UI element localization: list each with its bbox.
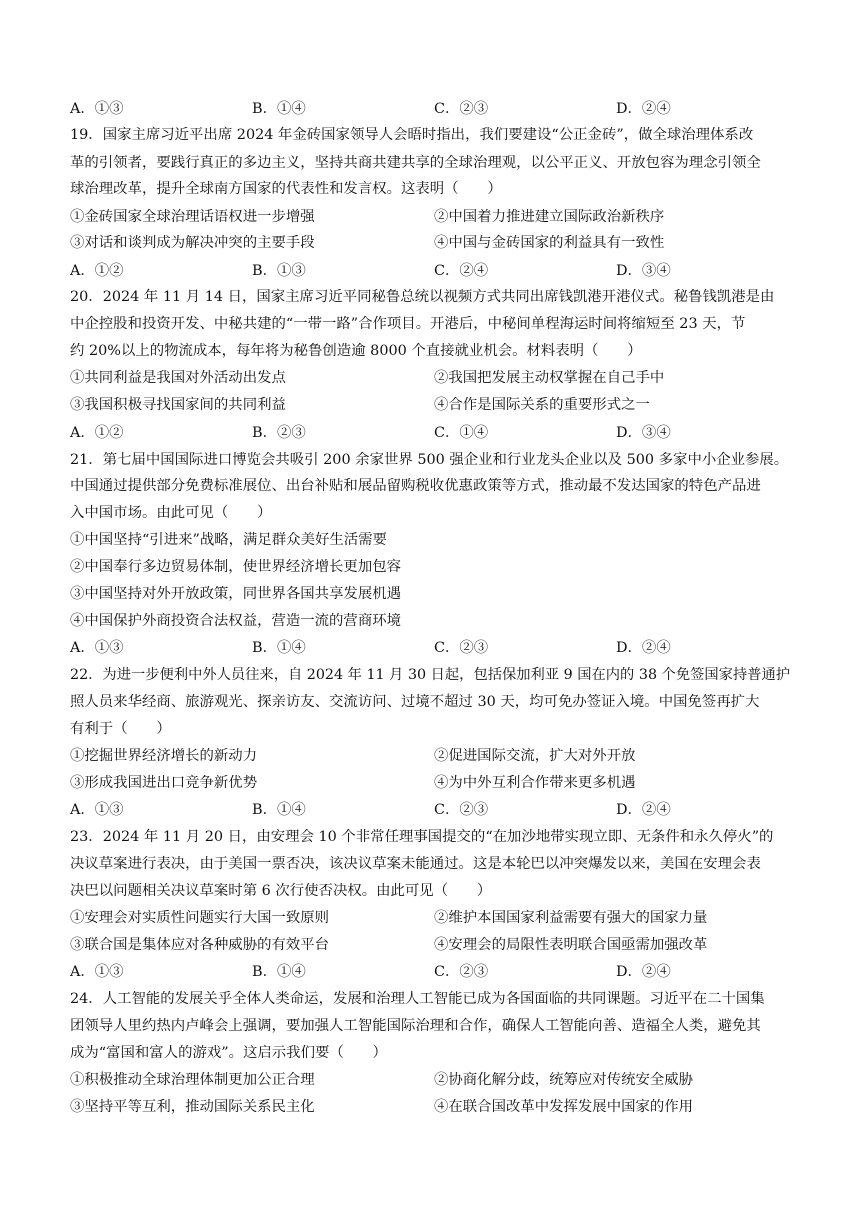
question-19-option-1: ①金砖国家全球治理话语权进一步增强 [70,209,315,225]
question-21-option-3: ③中国坚持对外开放政策，同世界各国共享发展机遇 [70,586,401,602]
question-22-option-1: ①挖掘世界经济增长的新动力 [70,748,258,764]
question-19-answer-b: B．①③ [252,263,306,279]
question-22-answer-b: B．①④ [252,802,306,818]
question-22-answer-a: A．①③ [70,802,124,818]
question-21-line-1: 21．第七届中国国际进口博览会共吸引 200 余家世界 500 强企业和行业龙头企业以及 500 多家中小企业参展。 [70,452,789,468]
question-23-option-4: ④安理会的局限性表明联合国亟需加强改革 [434,937,708,953]
question-20-answer-b: B．②③ [252,425,306,441]
answer-c: C．②③ [434,101,489,117]
question-20-line-1: 20．2024 年 11 月 14 日，国家主席习近平同秘鲁总统以视频方式共同出席钱凯港开港仪式。秘鲁钱凯港是由 [70,289,775,305]
question-21-answer-a: A．①③ [70,640,124,656]
question-23-answer-c: C．②③ [434,964,489,980]
answer-b: B．①④ [252,101,306,117]
question-20-answer-c: C．①④ [434,425,489,441]
question-20-answer-d: D．③④ [616,425,671,441]
question-23-line-2: 决议草案进行表决，由于美国一票否决，该决议草案未能通过。这是本轮巴以冲突爆发以来，美国在安理会表 [70,856,761,872]
question-23-option-3: ③联合国是集体应对各种威胁的有效平台 [70,937,330,953]
question-23-answer-b: B．①④ [252,964,306,980]
question-22-line-2: 照人员来华经商、旅游观光、探亲访友、交流访问、过境不超过 30 天，均可免办签证入境。中国免签再扩大 [70,694,760,710]
question-19-option-2: ②中国着力推进建立国际政治新秩序 [434,209,665,225]
question-19-option-4: ④中国与金砖国家的利益具有一致性 [434,235,665,251]
question-19-line-1: 19．国家主席习近平出席 2024 年金砖国家领导人会晤时指出，我们要建设“公正金砖”，做全球治理体系改 [70,127,754,143]
question-20-option-2: ②我国把发展主动权掌握在自己手中 [434,370,665,386]
question-20-option-1: ①共同利益是我国对外活动出发点 [70,370,286,386]
question-21-option-2: ②中国奉行多边贸易体制，使世界经济增长更加包容 [70,559,401,575]
question-20-option-3: ③我国积极寻找国家间的共同利益 [70,397,286,413]
question-20-line-2: 中企控股和投资开发、中秘共建的“一带一路”合作项目。开港后，中秘间单程海运时间将缩短至 23 天，节 [70,316,746,332]
question-21-line-3: 入中国市场。由此可见（ ） [70,505,272,521]
question-19-line-2: 革的引领者，要践行真正的多边主义，坚持共商共建共享的全球治理观，以公平正义、开放包容为理念引领全 [70,155,761,171]
question-24-line-2: 团领导人里约热内卢峰会上强调，要加强人工智能国际治理和合作，确保人工智能向善、造福全人类，避免其 [70,1018,761,1034]
question-23-line-3: 决巴以问题相关决议草案时第 6 次行使否决权。由此可见（ ） [70,883,492,899]
question-22-option-2: ②促进国际交流，扩大对外开放 [434,748,636,764]
question-19-answer-a: A．①② [70,263,124,279]
question-22-answer-c: C．②③ [434,802,489,818]
question-20-line-3: 约 20%以上的物流成本，每年将为秘鲁创造逾 8000 个直接就业机会。材料表明（ ） [70,343,642,359]
question-24-line-1: 24．人工智能的发展关乎全体人类命运，发展和治理人工智能已成为各国面临的共同课题。习近平在二十国集 [70,991,765,1007]
question-23-option-2: ②维护本国国家利益需要有强大的国家力量 [434,910,708,926]
question-21-line-2: 中国通过提供部分免费标准展位、出台补贴和展品留购税收优惠政策等方式，推动最不发达国家的特色产品进 [70,478,761,494]
question-24-option-2: ②协商化解分歧，统筹应对传统安全威胁 [434,1072,694,1088]
question-19-line-3: 球治理改革，提升全球南方国家的代表性和发言权。这表明（ ） [70,181,502,197]
question-21-answer-d: D．②④ [616,640,671,656]
question-22-line-3: 有利于（ ） [70,721,171,737]
question-24-option-4: ④在联合国改革中发挥发展中国家的作用 [434,1099,694,1115]
question-22-answer-d: D．②④ [616,802,671,818]
question-23-answer-a: A．①③ [70,964,124,980]
question-22-option-4: ④为中外互利合作带来更多机遇 [434,775,636,791]
question-21-answer-b: B．①④ [252,640,306,656]
question-21-answer-c: C．②③ [434,640,489,656]
question-19-answer-c: C．②④ [434,263,489,279]
question-19-answer-d: D．③④ [616,263,671,279]
question-20-answer-a: A．①② [70,425,124,441]
question-24-option-3: ③坚持平等互利，推动国际关系民主化 [70,1099,315,1115]
question-19-option-3: ③对话和谈判成为解决冲突的主要手段 [70,235,315,251]
question-21-option-4: ④中国保护外商投资合法权益，营造一流的营商环境 [70,613,401,629]
question-22-line-1: 22．为进一步便利中外人员往来，自 2024 年 11 月 30 日起，包括保加利亚 9 国在内的 38 个免签国家持普通护 [70,667,791,683]
question-22-option-3: ③形成我国进出口竞争新优势 [70,775,258,791]
answer-a: A．①③ [70,101,124,117]
question-23-line-1: 23．2024 年 11 月 20 日，由安理会 10 个非常任理事国提交的“在加沙地带实现立即、无条件和永久停火”的 [70,829,774,845]
question-20-option-4: ④合作是国际关系的重要形式之一 [434,397,650,413]
question-24-option-1: ①积极推动全球治理体制更加公正合理 [70,1072,315,1088]
question-24-line-3: 成为“富国和富人的游戏”。这启示我们要（ ） [70,1045,387,1061]
question-21-option-1: ①中国坚持“引进来”战略，满足群众美好生活需要 [70,532,387,548]
question-23-option-1: ①安理会对实质性问题实行大国一致原则 [70,910,330,926]
question-23-answer-d: D．②④ [616,964,671,980]
answer-d: D．②④ [616,101,671,117]
